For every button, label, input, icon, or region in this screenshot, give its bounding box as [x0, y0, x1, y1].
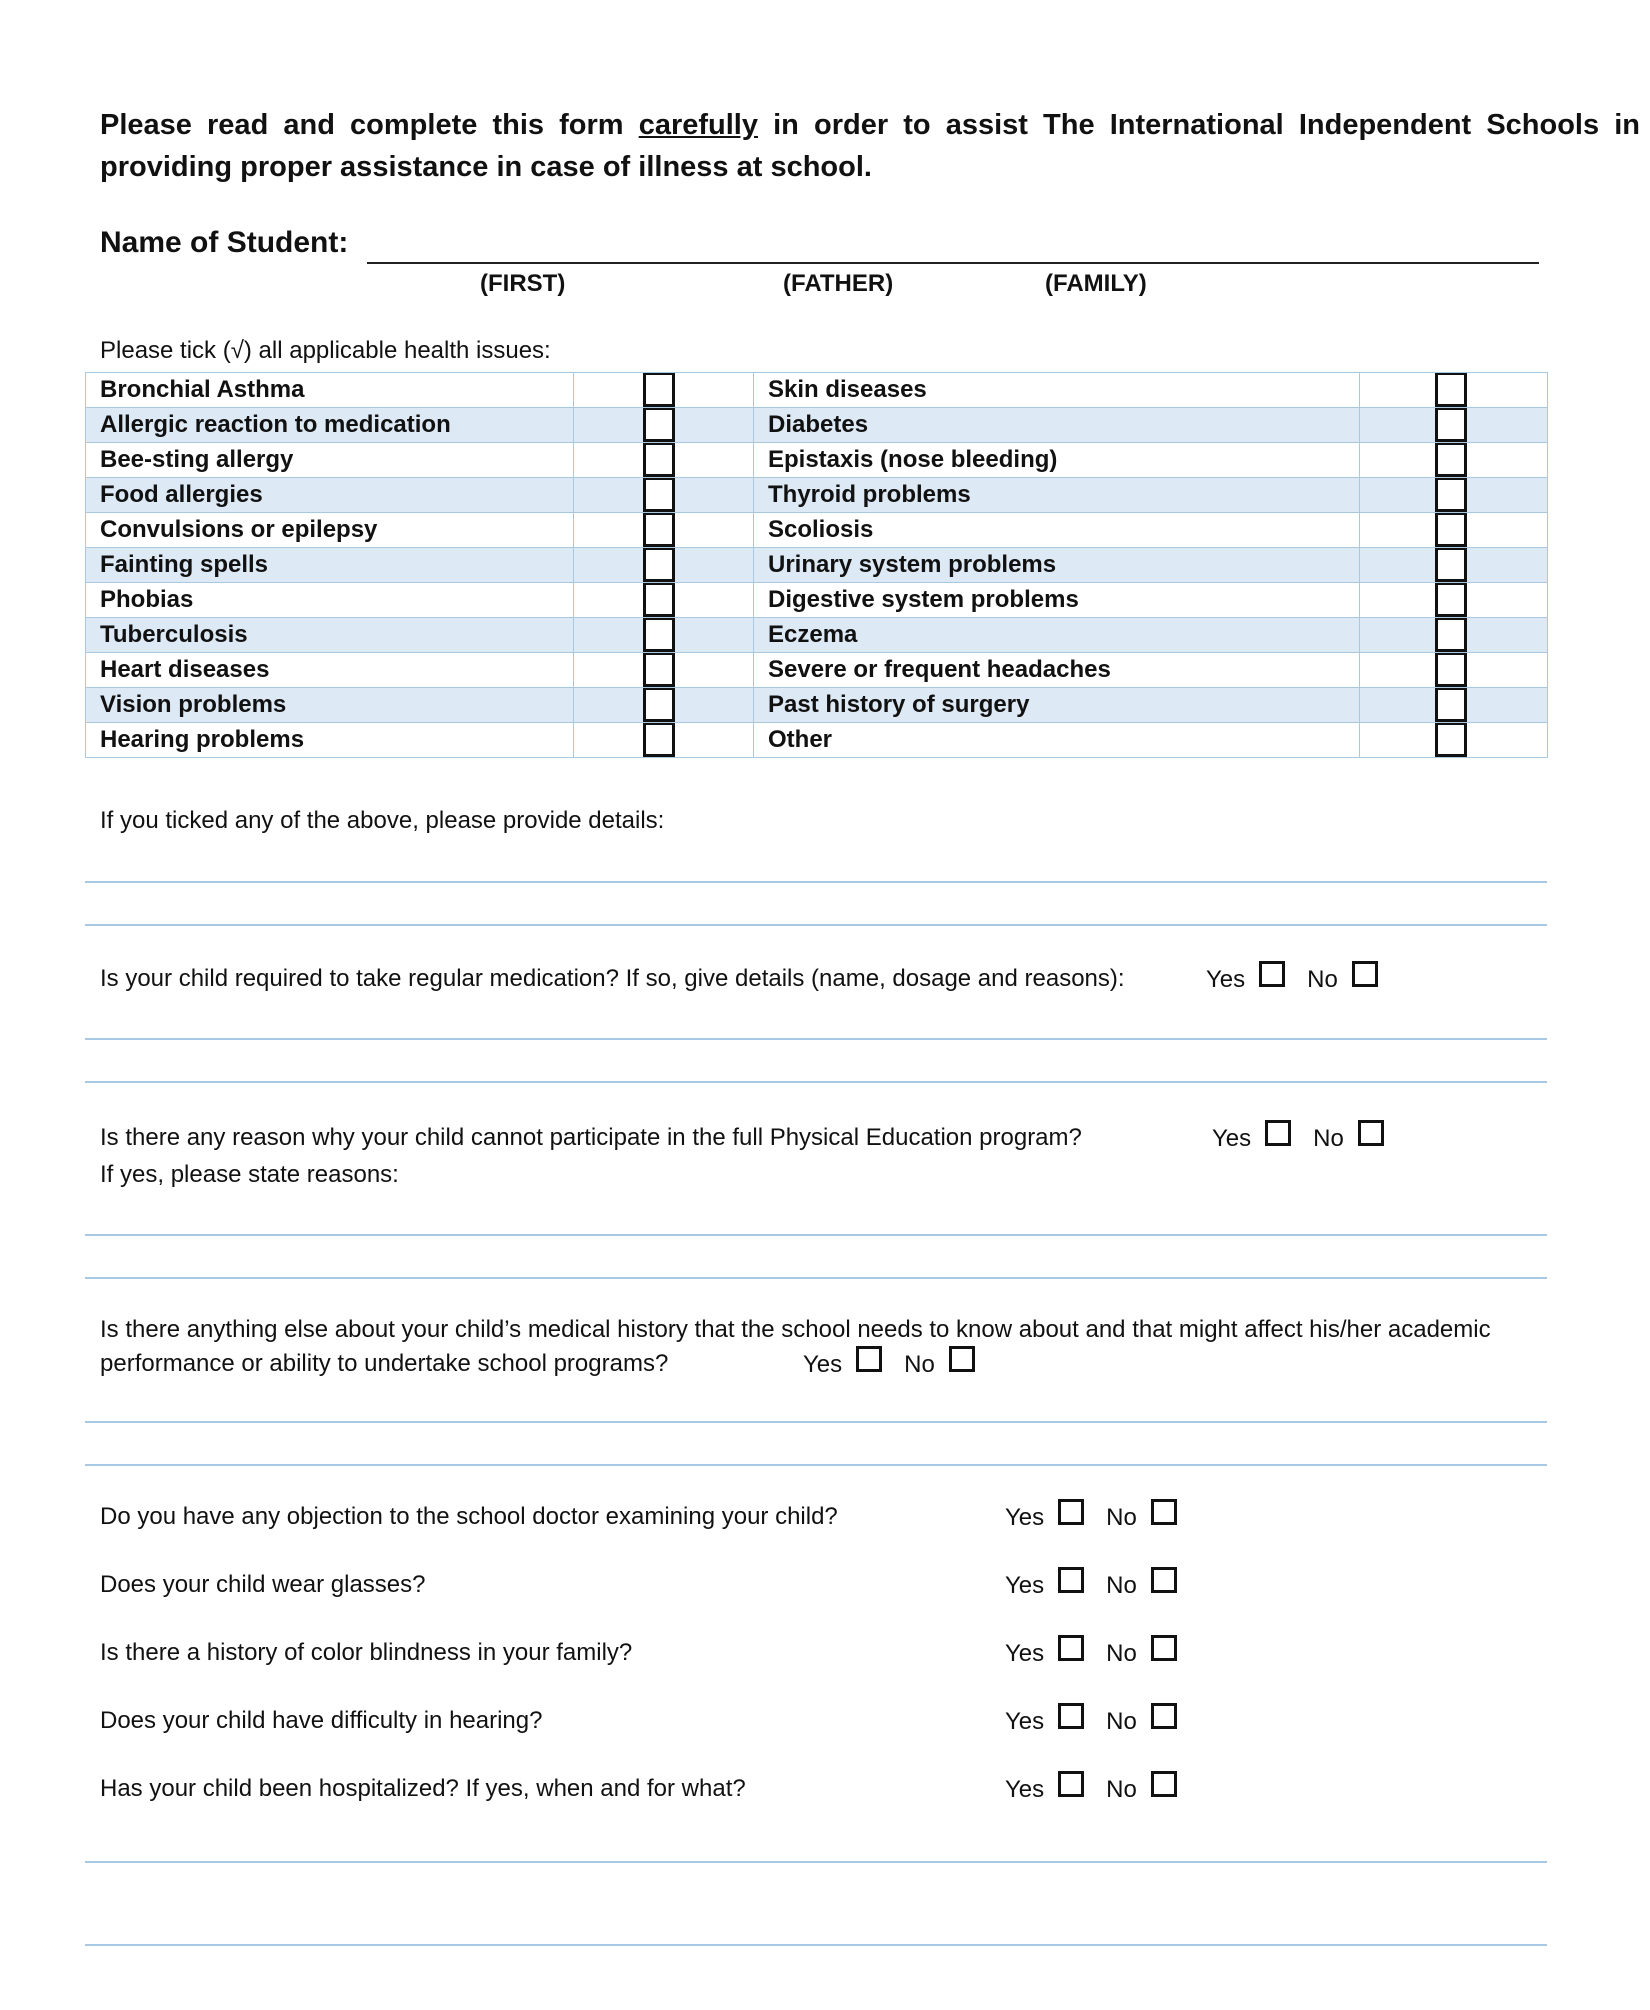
glasses-yes-checkbox[interactable] [1058, 1567, 1084, 1593]
health-issue-label-right: Scoliosis [754, 513, 1360, 548]
health-issue-row [86, 688, 1548, 723]
first-name-caption: (FIRST) [480, 270, 566, 297]
color-blindness-question: Is there a history of color blindness in your family? [100, 1639, 633, 1666]
health-issue-row [86, 513, 1548, 548]
family-name-caption: (FAMILY) [1045, 270, 1147, 297]
doctor-question: Do you have any objection to the school doctor examining your child? [100, 1503, 838, 1530]
health-issue-checkbox-right[interactable] [1435, 408, 1467, 443]
health-issue-label-left: Food allergies [86, 478, 574, 513]
health-issue-check-cell-right [1360, 443, 1548, 478]
pe-yes-checkbox[interactable] [1265, 1120, 1291, 1146]
hearing-yes-no [1005, 1707, 1177, 1736]
health-issue-row [86, 618, 1548, 653]
medication-yes-label: Yes [1206, 965, 1246, 993]
father-name-caption: (FATHER) [783, 270, 894, 297]
medication-no-checkbox[interactable] [1352, 961, 1378, 987]
history-yes-no [803, 1350, 975, 1379]
doctor-yes-checkbox[interactable] [1058, 1499, 1084, 1525]
doctor-no-label: No [1106, 1503, 1137, 1531]
health-issue-checkbox-left[interactable] [643, 583, 675, 618]
hearing-no-label: No [1106, 1707, 1137, 1735]
history-answer-line-2[interactable] [85, 1464, 1547, 1466]
health-issue-check-cell-left [574, 443, 754, 478]
history-answer-line-1[interactable] [85, 1421, 1547, 1423]
health-issue-row [86, 583, 1548, 618]
health-issue-checkbox-right[interactable] [1435, 653, 1467, 688]
history-question-line-1: Is there anything else about your child’s medical history that the school needs to know about and that might affect his/her academic [100, 1316, 1491, 1343]
health-issue-check-cell-right [1360, 548, 1548, 583]
history-no-label: No [904, 1350, 935, 1378]
history-question-line-2: performance or ability to undertake school programs? [100, 1350, 669, 1377]
history-yes-checkbox[interactable] [856, 1346, 882, 1372]
health-issue-row [86, 408, 1548, 443]
health-issue-check-cell-right [1360, 618, 1548, 653]
health-issue-checkbox-right[interactable] [1435, 688, 1467, 723]
glasses-no-label: No [1106, 1571, 1137, 1599]
color-blindness-yes-no [1005, 1639, 1177, 1668]
details-prompt: If you ticked any of the above, please provide details: [100, 807, 665, 834]
health-issue-label-left: Bronchial Asthma [86, 373, 574, 408]
medication-question: Is your child required to take regular medication? If so, give details (name, dosage and reasons): [100, 965, 1125, 992]
pe-question: Is there any reason why your child cannot participate in the full Physical Education program? [100, 1124, 1082, 1151]
health-issue-checkbox-left[interactable] [643, 688, 675, 723]
color-blindness-yes-checkbox[interactable] [1058, 1635, 1084, 1661]
health-issue-checkbox-left[interactable] [643, 653, 675, 688]
health-issue-row [86, 548, 1548, 583]
health-issue-checkbox-right[interactable] [1435, 373, 1467, 408]
health-issue-checkbox-left[interactable] [643, 443, 675, 478]
student-name-label: Name of Student: [100, 226, 349, 259]
history-yes-label: Yes [803, 1350, 843, 1378]
health-issue-label-right: Thyroid problems [754, 478, 1360, 513]
doctor-yes-label: Yes [1005, 1503, 1045, 1531]
health-issue-label-right: Severe or frequent headaches [754, 653, 1360, 688]
health-issue-label-left: Convulsions or epilepsy [86, 513, 574, 548]
health-issue-check-cell-right [1360, 688, 1548, 723]
health-issue-label-right: Eczema [754, 618, 1360, 653]
health-issue-check-cell-left [574, 408, 754, 443]
health-issue-check-cell-left [574, 373, 754, 408]
health-issue-check-cell-right [1360, 653, 1548, 688]
health-issue-checkbox-right[interactable] [1435, 548, 1467, 583]
health-issue-checkbox-right[interactable] [1435, 513, 1467, 548]
hearing-yes-label: Yes [1005, 1707, 1045, 1735]
health-issue-label-left: Bee-sting allergy [86, 443, 574, 478]
health-issue-label-left: Fainting spells [86, 548, 574, 583]
hospitalized-yes-no [1005, 1775, 1177, 1804]
health-issue-checkbox-right[interactable] [1435, 443, 1467, 478]
hospitalized-answer-line-2[interactable] [85, 1944, 1547, 1946]
health-issue-check-cell-right [1360, 408, 1548, 443]
pe-answer-line-1[interactable] [85, 1234, 1547, 1236]
details-answer-line-1[interactable] [85, 881, 1547, 883]
intro-paragraph [100, 104, 1640, 188]
details-answer-line-2[interactable] [85, 924, 1547, 926]
history-no-checkbox[interactable] [949, 1346, 975, 1372]
pe-no-label: No [1313, 1124, 1344, 1152]
medication-yes-no [1206, 965, 1378, 994]
health-issue-checkbox-left[interactable] [643, 478, 675, 513]
doctor-no-checkbox[interactable] [1151, 1499, 1177, 1525]
health-issue-check-cell-right [1360, 478, 1548, 513]
health-issue-check-cell-left [574, 618, 754, 653]
intro-text-end: in order to assist The International Independent Schools in providing proper assistance in case of illness at school. [100, 109, 1641, 183]
health-issue-check-cell-left [574, 688, 754, 723]
hospitalized-yes-checkbox[interactable] [1058, 1771, 1084, 1797]
health-issue-label-right: Diabetes [754, 408, 1360, 443]
glasses-yes-no [1005, 1571, 1177, 1600]
pe-yes-label: Yes [1212, 1124, 1252, 1152]
hospitalized-no-checkbox[interactable] [1151, 1771, 1177, 1797]
intro-text-start: Please read and complete this form [100, 109, 639, 141]
health-issue-label-left: Hearing problems [86, 723, 574, 758]
health-issue-row [86, 653, 1548, 688]
hospitalized-question: Has your child been hospitalized? If yes, when and for what? [100, 1775, 746, 1802]
health-issue-checkbox-right[interactable] [1435, 478, 1467, 513]
health-issue-check-cell-right [1360, 723, 1548, 758]
health-issue-row [86, 373, 1548, 408]
medication-no-label: No [1307, 965, 1338, 993]
health-issue-checkbox-left[interactable] [643, 373, 675, 408]
glasses-yes-label: Yes [1005, 1571, 1045, 1599]
hearing-no-checkbox[interactable] [1151, 1703, 1177, 1729]
health-issue-label-right: Urinary system problems [754, 548, 1360, 583]
color-blindness-yes-label: Yes [1005, 1639, 1045, 1667]
hearing-yes-checkbox[interactable] [1058, 1703, 1084, 1729]
health-issue-check-cell-left [574, 548, 754, 583]
hospitalized-answer-line-1[interactable] [85, 1861, 1547, 1863]
health-issue-check-cell-left [574, 583, 754, 618]
health-issue-check-cell-right [1360, 513, 1548, 548]
health-issue-check-cell-left [574, 723, 754, 758]
health-issue-label-left: Allergic reaction to medication [86, 408, 574, 443]
color-blindness-no-checkbox[interactable] [1151, 1635, 1177, 1661]
health-issue-checkbox-left[interactable] [643, 548, 675, 583]
health-issue-checkbox-left[interactable] [643, 723, 675, 758]
health-issue-label-right: Skin diseases [754, 373, 1360, 408]
medication-yes-checkbox[interactable] [1259, 961, 1285, 987]
health-issue-check-cell-left [574, 478, 754, 513]
health-issue-label-right: Other [754, 723, 1360, 758]
student-name-row [100, 226, 1500, 270]
health-issue-checkbox-right[interactable] [1435, 723, 1467, 758]
health-issue-label-left: Phobias [86, 583, 574, 618]
hospitalized-no-label: No [1106, 1775, 1137, 1803]
health-issue-label-left: Vision problems [86, 688, 574, 723]
health-issue-check-cell-right [1360, 373, 1548, 408]
student-name-field[interactable] [367, 262, 1539, 264]
pe-answer-line-2[interactable] [85, 1277, 1547, 1279]
intro-emphasis: carefully [638, 109, 758, 141]
color-blindness-no-label: No [1106, 1639, 1137, 1667]
health-issue-label-right: Digestive system problems [754, 583, 1360, 618]
health-issue-label-right: Epistaxis (nose bleeding) [754, 443, 1360, 478]
glasses-question: Does your child wear glasses? [100, 1571, 426, 1598]
health-issue-checkbox-left[interactable] [643, 408, 675, 443]
medication-answer-line-1[interactable] [85, 1038, 1547, 1040]
health-issues-table [85, 372, 1548, 758]
health-issue-label-left: Tuberculosis [86, 618, 574, 653]
hospitalized-yes-label: Yes [1005, 1775, 1045, 1803]
glasses-no-checkbox[interactable] [1151, 1567, 1177, 1593]
health-issue-row [86, 478, 1548, 513]
health-issue-check-cell-left [574, 653, 754, 688]
pe-yes-no [1212, 1124, 1384, 1153]
pe-no-checkbox[interactable] [1358, 1120, 1384, 1146]
tick-instructions: Please tick (√) all applicable health issues: [100, 337, 551, 364]
health-issue-checkbox-left[interactable] [643, 513, 675, 548]
health-issue-checkbox-right[interactable] [1435, 618, 1467, 653]
health-issue-check-cell-right [1360, 583, 1548, 618]
hearing-question: Does your child have difficulty in hearing? [100, 1707, 543, 1734]
doctor-yes-no [1005, 1503, 1177, 1532]
health-issue-row [86, 443, 1548, 478]
health-issue-label-right: Past history of surgery [754, 688, 1360, 723]
pe-reasons-prompt: If yes, please state reasons: [100, 1161, 399, 1188]
health-issue-checkbox-right[interactable] [1435, 583, 1467, 618]
health-issue-row [86, 723, 1548, 758]
health-issue-checkbox-left[interactable] [643, 618, 675, 653]
health-issue-check-cell-left [574, 513, 754, 548]
medication-answer-line-2[interactable] [85, 1081, 1547, 1083]
health-issue-label-left: Heart diseases [86, 653, 574, 688]
